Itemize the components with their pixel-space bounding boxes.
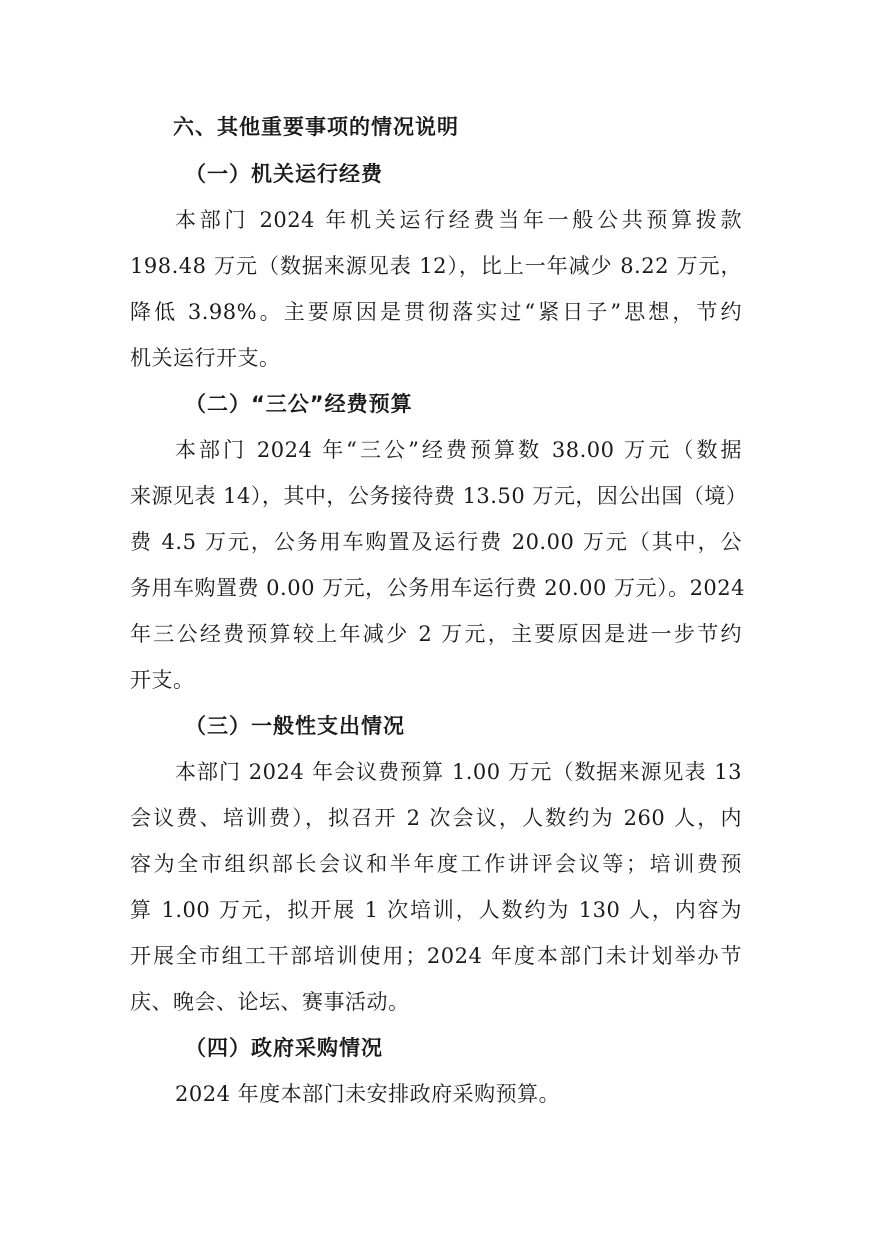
sub2-paragraph-line: 年三公经费预算较上年减少 2 万元，主要原因是进一步节约 <box>130 622 742 646</box>
sub3-paragraph-line: 庆、晚会、论坛、赛事活动。 <box>130 990 410 1014</box>
sub1-paragraph-line: 降低 3.98%。主要原因是贯彻落实过“紧日子”思想，节约 <box>130 300 742 324</box>
section-title: 六、其他重要事项的情况说明 <box>173 115 459 139</box>
sub1-paragraph-line: 机关运行开支。 <box>130 346 281 370</box>
sub3-paragraph-line: 本部门 2024 年会议费预算 1.00 万元（数据来源见表 13 <box>175 760 742 784</box>
sub2-paragraph-line: 费 4.5 万元，公务用车购置及运行费 20.00 万元（其中，公 <box>130 530 742 554</box>
sub3-paragraph-line: 会议费、培训费），拟召开 2 次会议，人数约为 260 人，内 <box>130 806 742 830</box>
sub3-paragraph-line: 开展全市组工干部培训使用；2024 年度本部门未计划举办节 <box>130 944 742 968</box>
sub3-heading: （三）一般性支出情况 <box>185 714 405 738</box>
sub2-heading: （二）“三公”经费预算 <box>185 392 413 416</box>
sub3-paragraph-line: 算 1.00 万元，拟开展 1 次培训，人数约为 130 人，内容为 <box>130 898 742 922</box>
sub3-paragraph-line: 容为全市组织部长会议和半年度工作讲评会议等；培训费预 <box>130 852 742 876</box>
sub2-paragraph-line: 本部门 2024 年“三公”经费预算数 38.00 万元（数据 <box>175 438 742 462</box>
sub4-paragraph-line: 2024 年度本部门未安排政府采购预算。 <box>175 1082 561 1106</box>
sub2-paragraph-line: 务用车购置费 0.00 万元，公务用车运行费 20.00 万元）。2024 <box>130 576 746 600</box>
sub2-paragraph-line: 开支。 <box>130 668 195 692</box>
sub1-heading: （一）机关运行经费 <box>185 162 383 186</box>
sub1-paragraph-line: 本部门 2024 年机关运行经费当年一般公共预算拨款 <box>175 208 742 232</box>
sub4-heading: （四）政府采购情况 <box>185 1036 383 1060</box>
sub1-paragraph-line: 198.48 万元（数据来源见表 12），比上一年减少 8.22 万元， <box>130 254 742 278</box>
sub2-paragraph-line: 来源见表 14），其中，公务接待费 13.50 万元，因公出国（境） <box>130 484 748 508</box>
